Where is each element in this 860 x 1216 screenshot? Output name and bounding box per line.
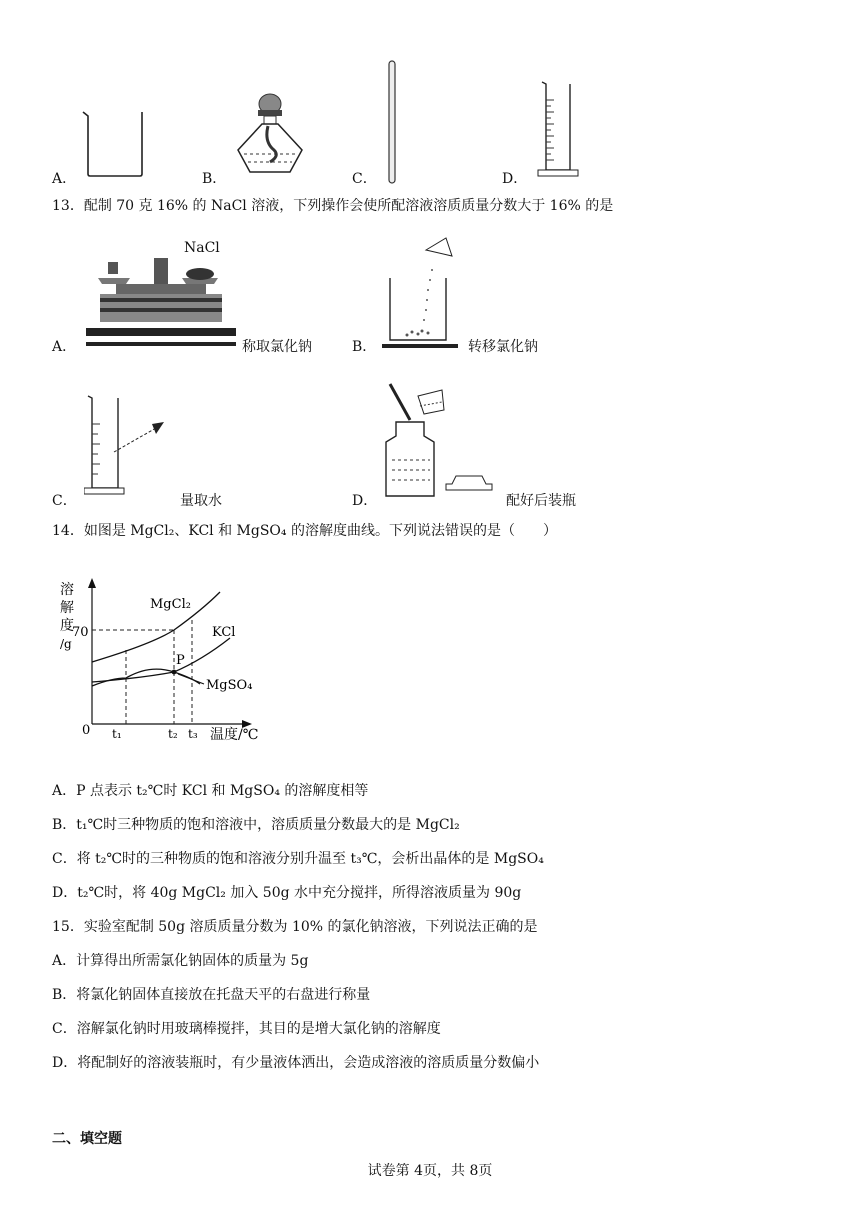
x-tick-t2: t₂	[168, 727, 178, 741]
mgso4-curve	[92, 669, 200, 686]
q13-stem: 13．配制 70 克 16% 的 NaCl 溶液，下列操作会使所配溶液溶质质量分数大于 16% 的是	[52, 198, 614, 214]
measure-water-image	[84, 394, 180, 498]
q13-option-d-caption: 配好后装瓶	[506, 493, 576, 509]
section-heading: 二、填空题	[52, 1131, 122, 1147]
x-axis-label: 温度/℃	[210, 727, 259, 743]
mgcl2-label: MgCl₂	[150, 597, 191, 612]
kcl-label: KCl	[212, 625, 236, 640]
q14-option-d[interactable]: D．t₂℃时，将 40g MgCl₂ 加入 50g 水中充分搅拌，所得溶液质量为 90g	[52, 885, 522, 901]
q15-option-a[interactable]: A．计算得出所需氯化钠固体的质量为 5g	[52, 953, 309, 969]
q15-option-d[interactable]: D．将配制好的溶液装瓶时，有少量液体洒出，会造成溶液的溶质质量分数偏小	[52, 1055, 540, 1071]
q13-option-c[interactable]: C．	[52, 493, 77, 509]
q13-option-c-caption: 量取水	[180, 493, 222, 509]
x-tick-t1: t₁	[112, 727, 122, 741]
q12-option-d[interactable]: D．	[502, 171, 528, 187]
q15-option-b[interactable]: B．将氯化钠固体直接放在托盘天平的右盘进行称量	[52, 987, 371, 1003]
y-tick-70: 70	[72, 625, 89, 640]
q14-option-a[interactable]: A．P 点表示 t₂℃时 KCl 和 MgSO₄ 的溶解度相等	[52, 783, 369, 799]
solubility-curve-graph	[52, 572, 272, 752]
q12-option-b[interactable]: B．	[202, 171, 227, 187]
bottling-image	[384, 380, 496, 500]
q13-option-d[interactable]: D．	[352, 493, 378, 509]
y-axis-label-4: /g	[60, 637, 72, 651]
alcohol-lamp-image	[230, 92, 310, 180]
page-footer: 试卷第 4页，共 8页	[367, 1163, 493, 1179]
q14-option-c[interactable]: C．将 t₂℃时的三种物质的饱和溶液分别升温至 t₃℃，会析出晶体的是 MgSO₄	[52, 851, 544, 867]
y-axis-label-3: 度	[60, 618, 74, 634]
q13-option-b-caption: 转移氯化钠	[468, 339, 538, 355]
glass-rod-image	[386, 60, 398, 185]
beaker-image	[80, 108, 150, 180]
kcl-curve	[92, 638, 230, 682]
q13-option-b[interactable]: B．	[352, 339, 377, 355]
graduated-cylinder-image	[536, 80, 580, 180]
nacl-label: NaCl	[184, 240, 220, 256]
origin-label: 0	[82, 723, 91, 738]
q15-stem: 15．实验室配制 50g 溶质质量分数为 10% 的氯化钠溶液，下列说法正确的是	[52, 919, 538, 935]
q12-option-c[interactable]: C．	[352, 171, 377, 187]
y-axis-label-2: 解	[60, 600, 74, 616]
y-axis-label-1: 溶	[60, 582, 74, 598]
point-p-label: P	[176, 653, 185, 668]
transfer-salt-image	[382, 236, 458, 350]
q13-option-a[interactable]: A．	[52, 339, 77, 355]
q15-option-c[interactable]: C．溶解氯化钠时用玻璃棒搅拌，其目的是增大氯化钠的溶解度	[52, 1021, 441, 1037]
q12-option-a[interactable]: A．	[52, 171, 77, 187]
q14-option-b[interactable]: B．t₁℃时三种物质的饱和溶液中，溶质质量分数最大的是 MgCl₂	[52, 817, 460, 833]
mgso4-label: MgSO₄	[206, 678, 253, 693]
q14-stem: 14．如图是 MgCl₂、KCl 和 MgSO₄ 的溶解度曲线。下列说法错误的是（ ）	[52, 523, 557, 539]
x-tick-t3: t₃	[188, 727, 198, 741]
balance-image	[86, 238, 236, 348]
q13-option-a-caption: 称取氯化钠	[242, 339, 312, 355]
